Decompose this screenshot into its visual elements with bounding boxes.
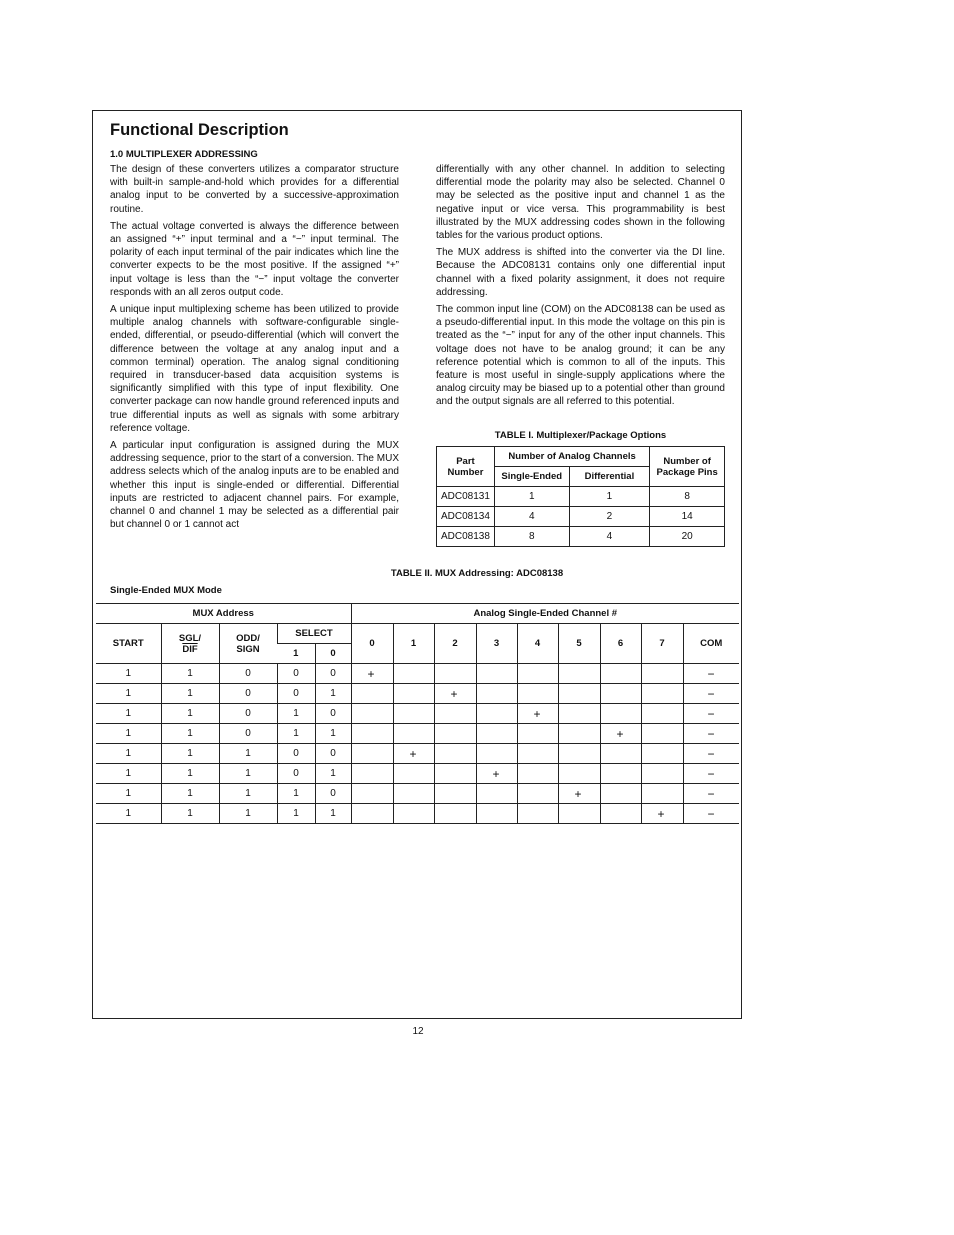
select-bit1-cell: 0 — [277, 744, 315, 764]
channel-cell — [517, 804, 558, 824]
paragraph: The actual voltage converted is always the difference between an assigned “+” input terminal and a “−” input terminal. The polarity of each input terminal of the pair indicates which line the converter expects to be the most positive. If the assigned “+” input voltage is less than the “−” input voltage the converter responds with an all zeros output code. — [110, 220, 399, 298]
multiplexer-package-table — [436, 446, 725, 547]
odd-sign-cell: 0 — [219, 684, 277, 704]
channel-cell — [476, 664, 517, 684]
table-row — [437, 487, 725, 507]
channel-cell — [476, 784, 517, 804]
table-row — [437, 527, 725, 547]
odd-sign-cell: 0 — [219, 704, 277, 724]
channel-cell — [351, 764, 393, 784]
channel-cell: + — [558, 784, 600, 804]
start-cell: 1 — [96, 664, 161, 684]
com-cell: − — [683, 684, 739, 704]
header-line: Part — [456, 455, 475, 467]
paragraph: The design of these converters utilizes a comparator structure with built-in sample-and-hold which provides for a differential analog input to be converted by a successive-approximation routine. — [110, 164, 399, 215]
section-heading: 1.0 MULTIPLEXER ADDRESSING — [110, 149, 258, 160]
part-number-cell: ADC08138 — [437, 527, 495, 547]
channel-cell — [393, 684, 434, 704]
channel-cell — [517, 684, 558, 704]
select-bit0-cell: 1 — [315, 724, 351, 744]
sgl-dif-cell: 1 — [161, 684, 219, 704]
channel-header: 2 — [434, 624, 476, 664]
header-line: ODD/ — [236, 632, 260, 644]
channel-cell — [393, 804, 434, 824]
start-cell: 1 — [96, 784, 161, 804]
channel-cell — [476, 684, 517, 704]
part-number-cell: ADC08131 — [437, 487, 495, 507]
channel-cell: + — [351, 664, 393, 684]
odd-sign-cell: 1 — [219, 764, 277, 784]
single-ended-header: Single-Ended — [494, 467, 569, 487]
channel-cell — [641, 664, 683, 684]
sgl-dif-cell: 1 — [161, 764, 219, 784]
sgl-dif-cell: 1 — [161, 784, 219, 804]
channel-cell — [476, 804, 517, 824]
com-header: COM — [683, 624, 739, 664]
channel-cell — [393, 664, 434, 684]
mux-addressing-table — [96, 603, 739, 824]
channel-cell — [517, 764, 558, 784]
sgl-dif-cell: 1 — [161, 724, 219, 744]
table1-body — [437, 487, 725, 547]
channel-cell — [600, 704, 641, 724]
sgl-dif-header — [161, 624, 219, 664]
channel-header: 0 — [351, 624, 393, 664]
odd-sign-cell: 1 — [219, 744, 277, 764]
channel-cell: + — [393, 744, 434, 764]
channel-cell — [641, 744, 683, 764]
paragraph: A unique input multiplexing scheme has been utilized to provide multiple analog channels with software-configurable single-ended, differential, or pseudo-differential (which will convert the difference between the voltage at any analog input and a common terminal) operation. The analog signal conditioning required in transducer-based data acquisition systems is significantly simplified with this type of input flexibility. One converter package can now handle ground referenced inputs and true differential inputs as well as signals with some arbitrary reference voltage. — [110, 304, 399, 434]
channel-cell — [393, 704, 434, 724]
part-number-header — [437, 447, 495, 487]
channel-cell — [558, 764, 600, 784]
header-line: Package Pins — [656, 466, 718, 478]
channel-cell — [476, 724, 517, 744]
package-pins-cell: 8 — [650, 487, 725, 507]
channel-header: 3 — [476, 624, 517, 664]
start-cell: 1 — [96, 804, 161, 824]
channel-cell — [641, 704, 683, 724]
start-header: START — [96, 624, 161, 664]
channel-cell — [351, 784, 393, 804]
header-line: $\overline{DIF}$ — [182, 643, 198, 655]
analog-channel-header: Analog Single-Ended Channel # — [351, 604, 739, 624]
left-text-column — [110, 163, 399, 535]
odd-sign-header — [219, 624, 277, 664]
channel-cell — [641, 784, 683, 804]
channel-cell: + — [476, 764, 517, 784]
channel-header: 6 — [600, 624, 641, 664]
start-cell: 1 — [96, 764, 161, 784]
select-bit1-cell: 0 — [277, 684, 315, 704]
channel-cell — [600, 804, 641, 824]
channel-cell — [517, 784, 558, 804]
channel-cell — [351, 684, 393, 704]
select-bit1-cell: 1 — [277, 804, 315, 824]
single-ended-cell: 8 — [494, 527, 569, 547]
channel-cell — [600, 784, 641, 804]
part-number-cell: ADC08134 — [437, 507, 495, 527]
differential-header: Differential — [569, 467, 650, 487]
sgl-dif-cell: 1 — [161, 704, 219, 724]
differential-cell: 1 — [569, 487, 650, 507]
odd-sign-cell: 0 — [219, 664, 277, 684]
channel-cell — [434, 724, 476, 744]
header-line: Number — [447, 466, 484, 478]
channel-header: 4 — [517, 624, 558, 664]
channel-cell — [476, 704, 517, 724]
header-line: SGL/ — [178, 632, 202, 644]
table-row — [96, 704, 739, 724]
channel-cell — [641, 724, 683, 744]
channel-cell: + — [600, 724, 641, 744]
channel-cell — [351, 804, 393, 824]
select-bit1-header: 1 — [277, 644, 315, 664]
channel-cell — [393, 764, 434, 784]
page-title: Functional Description — [110, 121, 289, 139]
paragraph: differentially with any other channel. In addition to selecting differential mode the polarity may also be selected. Channel 0 may be selected as the positive input and channel 1 as the negative input or vice versa. This programmability is best illustrated by the MUX addressing codes shown in the following tables for the various product options. — [436, 164, 725, 242]
channel-cell — [434, 784, 476, 804]
com-cell: − — [683, 744, 739, 764]
select-bit1-cell: 1 — [277, 784, 315, 804]
analog-channels-header: Number of Analog Channels — [494, 447, 649, 467]
channel-cell: + — [517, 704, 558, 724]
table-row — [96, 804, 739, 824]
channel-cell — [517, 664, 558, 684]
odd-sign-cell: 1 — [219, 804, 277, 824]
channel-cell — [558, 664, 600, 684]
channel-cell: + — [434, 684, 476, 704]
channel-cell — [558, 744, 600, 764]
start-cell: 1 — [96, 744, 161, 764]
table-row — [96, 724, 739, 744]
com-cell: − — [683, 764, 739, 784]
channel-cell — [558, 804, 600, 824]
sgl-dif-cell: 1 — [161, 744, 219, 764]
channel-header: 1 — [393, 624, 434, 664]
start-cell: 1 — [96, 684, 161, 704]
table1-caption: TABLE I. Multiplexer/Package Options — [494, 430, 667, 441]
table-row — [96, 764, 739, 784]
table2-body — [96, 664, 739, 824]
page-number: 12 — [412, 1026, 424, 1037]
com-cell: − — [683, 784, 739, 804]
select-bit1-cell: 1 — [277, 724, 315, 744]
com-cell: − — [683, 704, 739, 724]
select-bit0-cell: 0 — [315, 784, 351, 804]
select-bit1-cell: 1 — [277, 704, 315, 724]
channel-header: 7 — [641, 624, 683, 664]
select-bit0-header: 0 — [315, 644, 351, 664]
sgl-dif-cell: 1 — [161, 664, 219, 684]
channel-cell — [476, 744, 517, 764]
differential-cell: 2 — [569, 507, 650, 527]
channel-cell — [558, 704, 600, 724]
channel-cell — [351, 704, 393, 724]
com-cell: − — [683, 804, 739, 824]
table-row — [96, 784, 739, 804]
header-line: SIGN — [236, 643, 260, 655]
channel-cell — [600, 684, 641, 704]
select-bit0-cell: 0 — [315, 744, 351, 764]
select-bit0-cell: 0 — [315, 704, 351, 724]
channel-cell — [641, 764, 683, 784]
odd-sign-cell: 1 — [219, 784, 277, 804]
paragraph: The common input line (COM) on the ADC08138 can be used as a pseudo-differential input. In this mode the voltage on this pin is treated as the “−” input for any of the other input channels. This voltage does not have to be analog ground; it can be any reference potential which is common to all of the inputs. This feature is most useful in single-supply applications where the analog circuity may be biased up to a potential other than ground and the output signals are all referred to this potential. — [436, 304, 725, 408]
channel-header: 5 — [558, 624, 600, 664]
table-row — [437, 507, 725, 527]
select-bit1-cell: 0 — [277, 664, 315, 684]
channel-cell — [434, 744, 476, 764]
start-cell: 1 — [96, 704, 161, 724]
channel-cell — [600, 664, 641, 684]
paragraph: The MUX address is shifted into the converter via the DI line. Because the ADC08131 contains only one differential input channel with a fixed polarity assignment, it does not require addressing. — [436, 247, 725, 298]
channel-cell — [434, 664, 476, 684]
com-cell: − — [683, 664, 739, 684]
mux-address-header: MUX Address — [96, 604, 351, 624]
channel-cell — [600, 744, 641, 764]
table2-caption: TABLE II. MUX Addressing: ADC08138 — [390, 568, 564, 579]
table-row — [96, 744, 739, 764]
channel-cell — [434, 804, 476, 824]
channel-cell — [393, 784, 434, 804]
channel-cell — [351, 744, 393, 764]
channel-cell — [641, 684, 683, 704]
single-ended-cell: 4 — [494, 507, 569, 527]
start-cell: 1 — [96, 724, 161, 744]
differential-cell: 4 — [569, 527, 650, 547]
package-pins-cell: 20 — [650, 527, 725, 547]
select-bit1-cell: 0 — [277, 764, 315, 784]
table-row — [96, 684, 739, 704]
sgl-dif-cell: 1 — [161, 804, 219, 824]
channel-cell — [393, 724, 434, 744]
channel-cell — [434, 704, 476, 724]
channel-cell — [558, 684, 600, 704]
select-bit0-cell: 1 — [315, 764, 351, 784]
select-bit0-cell: 0 — [315, 664, 351, 684]
package-pins-cell: 14 — [650, 507, 725, 527]
channel-cell — [351, 724, 393, 744]
single-ended-cell: 1 — [494, 487, 569, 507]
package-pins-header — [650, 447, 725, 487]
table2-subtitle: Single-Ended MUX Mode — [110, 585, 222, 596]
table-row — [96, 664, 739, 684]
header-line: Number of — [663, 455, 711, 467]
select-bit0-cell: 1 — [315, 804, 351, 824]
channel-cell — [517, 724, 558, 744]
com-cell: − — [683, 724, 739, 744]
odd-sign-cell: 0 — [219, 724, 277, 744]
channel-cell: + — [641, 804, 683, 824]
channel-cell — [434, 764, 476, 784]
right-text-column — [436, 163, 725, 413]
paragraph: A particular input configuration is assigned during the MUX addressing sequence, prior to the start of a conversion. The MUX address selects which of the analog inputs are to be enabled and whether this input is single-ended or differential. Differential inputs are restricted to adjacent channel pairs. For example, channel 0 and channel 1 may be selected as a differential pair but channel 0 or 1 cannot act — [110, 440, 399, 531]
channel-cell — [517, 744, 558, 764]
select-header: SELECT — [277, 624, 351, 644]
select-bit0-cell: 1 — [315, 684, 351, 704]
channel-cell — [558, 724, 600, 744]
channel-cell — [600, 764, 641, 784]
